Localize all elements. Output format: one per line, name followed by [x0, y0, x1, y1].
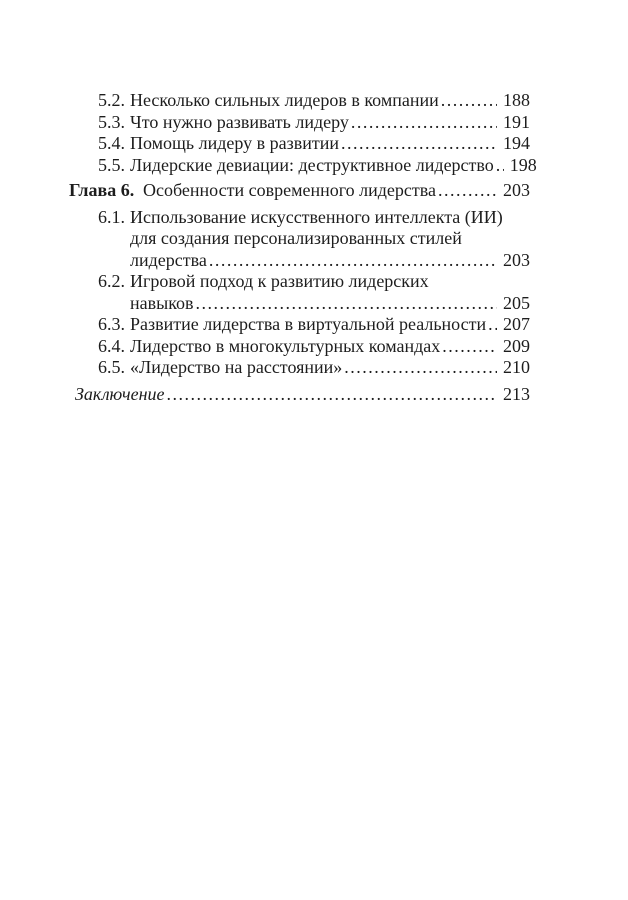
toc-entry — [69, 112, 530, 134]
dot-leader — [207, 250, 497, 272]
toc-entry-line — [69, 357, 530, 379]
toc-entry — [69, 384, 530, 406]
toc-entry — [69, 133, 530, 155]
entry-page-number: 203 — [503, 249, 530, 270]
toc-entry — [69, 271, 530, 314]
toc-entry — [69, 207, 530, 272]
entry-title: Использование искусственного интеллекта (ИИ) — [130, 206, 503, 227]
toc-entry — [69, 180, 530, 202]
dot-leader — [440, 336, 497, 358]
toc-entry-line — [69, 112, 530, 134]
entry-number: Глава 6. — [69, 180, 135, 200]
toc-entry-line — [69, 384, 530, 406]
toc-entry-line — [69, 180, 530, 202]
entry-page-number: 207 — [503, 314, 530, 334]
entry-title: Игровой подход к развитию лидерских — [130, 271, 429, 291]
toc-entry-line — [69, 250, 530, 272]
entry-number: 6.4. — [98, 335, 125, 356]
entry-title: Лидерство в многокультурных командах — [130, 335, 441, 356]
toc-entry — [69, 154, 537, 177]
toc-entry-line — [69, 293, 530, 315]
dot-leader — [339, 133, 497, 155]
dot-leader — [194, 293, 497, 315]
table-of-contents — [69, 90, 537, 405]
entry-title: для создания персонализированных стилей — [130, 228, 462, 248]
dot-leader — [439, 90, 497, 112]
entry-page-number: 203 — [503, 180, 530, 200]
entry-title: Развитие лидерства в виртуальной реальности — [130, 314, 487, 334]
entry-page-number: 210 — [503, 357, 530, 377]
toc-entry-line — [69, 314, 530, 336]
entry-number: 6.1. — [98, 206, 125, 227]
toc-entry — [69, 90, 530, 112]
toc-entry — [69, 336, 530, 358]
entry-page-number: 191 — [503, 111, 530, 132]
entry-page-number: 194 — [503, 133, 530, 153]
toc-entry-line — [69, 228, 530, 250]
entry-number: 6.5. — [98, 357, 125, 377]
toc-entry-line — [69, 133, 530, 155]
toc-entry-line — [69, 154, 537, 177]
toc-entry — [69, 357, 530, 379]
entry-title: Заключение — [75, 383, 165, 404]
dot-leader — [349, 112, 497, 134]
entry-page-number: 209 — [503, 335, 530, 356]
entry-number: 6.2. — [98, 271, 125, 291]
entry-title: Что нужно развивать лидеру — [130, 111, 349, 132]
dot-leader — [494, 155, 504, 177]
dot-leader — [486, 314, 497, 336]
toc-entry — [69, 314, 530, 336]
entry-number: 5.2. — [98, 90, 125, 110]
toc-entry-line — [69, 336, 530, 358]
entry-number: 6.3. — [98, 314, 125, 334]
entry-title: Несколько сильных лидеров в компании — [130, 90, 439, 110]
entry-number: 5.4. — [98, 133, 125, 153]
entry-title: «Лидерство на расстоянии» — [130, 357, 343, 377]
toc-entry-line — [69, 90, 530, 112]
dot-leader — [165, 384, 498, 406]
entry-page-number: 205 — [503, 292, 530, 313]
toc-entry-line — [69, 271, 530, 293]
entry-title: Лидерские девиации: деструктивное лидерство — [130, 154, 494, 175]
dot-leader — [436, 180, 497, 202]
entry-title: Особенности современного лидерства — [143, 180, 437, 200]
toc-entry-line — [69, 207, 530, 229]
entry-page-number: 213 — [503, 383, 530, 404]
entry-page-number: 198 — [509, 154, 537, 175]
entry-number: 5.5. — [98, 154, 125, 175]
entry-page-number: 188 — [503, 90, 530, 110]
entry-title: лидерства — [130, 249, 207, 270]
entry-title: Помощь лидеру в развитии — [130, 133, 340, 153]
entry-title: навыков — [130, 292, 194, 313]
entry-number: 5.3. — [98, 111, 125, 132]
dot-leader — [342, 357, 497, 379]
